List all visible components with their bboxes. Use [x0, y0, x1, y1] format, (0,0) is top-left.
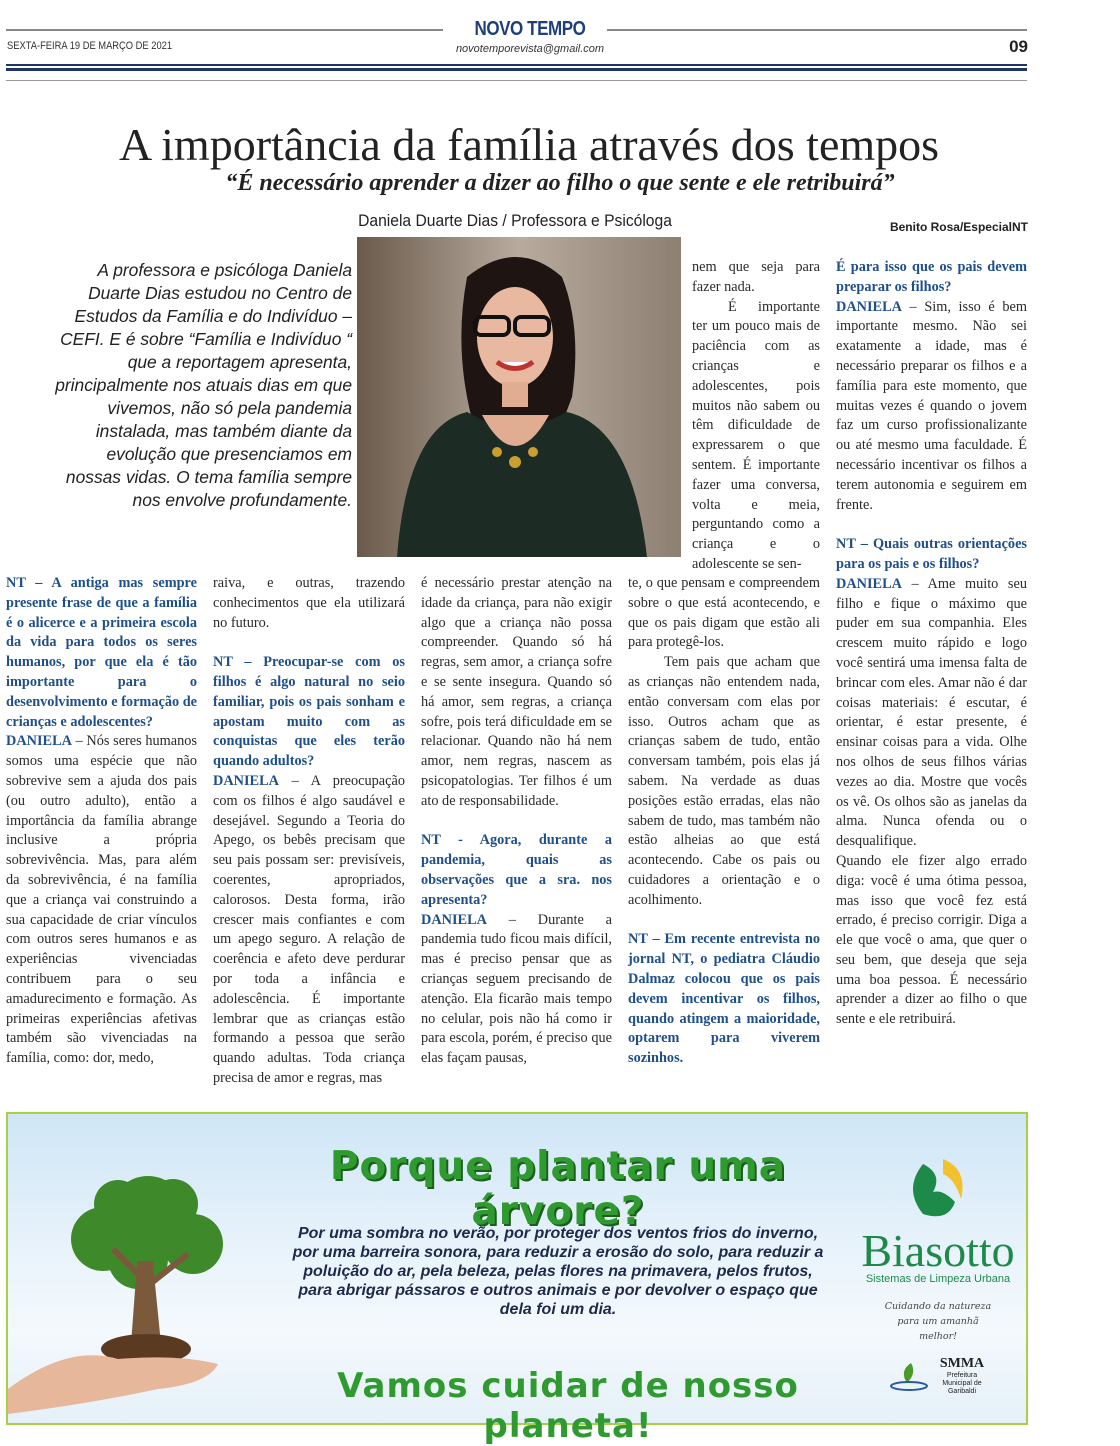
speaker-label: DANIELA	[6, 733, 72, 750]
ad-body: Por uma sombra no verão, por proteger dos ventos frios do inverno, por uma barreira sonora, para reduzir a erosão do solo, para reduzir a poluição do ar, pela beleza, pelas flores na primavera, pelos frutos, para abrigar pássaros e outros animais e por devolver o espaço que dela foi um dia.	[292, 1225, 824, 1318]
partner-subtitle: Prefeitura Municipal de Garibaldi	[942, 1372, 982, 1395]
header-rule-right	[607, 29, 1027, 31]
biasotto-leaf-icon	[903, 1154, 973, 1224]
question-5: NT – Quais outras orientações para os pais e os filhos?	[836, 536, 1027, 572]
logo-tagline: Cuidando da natureza para um amanhã melhor!	[884, 1301, 992, 1342]
article-column-4-lower	[628, 574, 820, 1069]
ad-slogan: Vamos cuidar de nosso planeta!	[337, 1366, 799, 1446]
header-rule-bottom	[6, 80, 1027, 81]
speaker-label: DANIELA	[836, 298, 902, 315]
speaker-label: DANIELA	[421, 911, 487, 928]
speaker-label: DANIELA	[836, 575, 902, 592]
answer-1-continued: raiva, e outras, trazendo conhecimentos que ela utilizará no futuro.	[213, 575, 405, 631]
answer-3-continued: nem que seja para fazer nada.	[692, 259, 820, 295]
answer-3: – Durante a pandemia tudo ficou mais difícil, mas é preciso pensar que as crianças seguem precisando de atenção. Ela ficarão mais tempo no celular, pois não há como ir para escola, porém, é preciso que elas façam pausas,	[421, 911, 612, 1067]
question-4: NT – Em recente entrevista no jornal NT, o pediatra Cláudio Dalmaz colocou que os pais devem incentivar os filhos, quando atingem a maioridade, optarem para viverem sozinhos.	[628, 931, 820, 1067]
answer-3-paragraph: É importante ter um pouco mais de paciência com as crianças e adolescentes, pois muitos não sabem ou têm dificuldade de expressarem o que sentem. É importante fazer uma conversa, volta e meia, perguntando como a criança e o adolescente se sen-	[692, 298, 820, 572]
answer-5: – Ame muito seu filho e fique o máximo que puder em sua companhia. Eles crescem muito rápido e logo você sentirá uma imensa falta de brincar com eles. Amar não é dar coisas materiais: é escutar, é orientar, é estar presente, é ensinar coisas para a vida. Olhe nos olhos de seus filhos várias vezes ao dia. Mostre que vocês os vê. Os olhos são as janelas da alma. Nunca ofenda ou o desqualifique.	[836, 575, 1027, 850]
advertisement	[6, 1112, 1028, 1446]
article-column-1	[6, 574, 197, 1069]
article-intro: A professora e psicóloga Daniela Duarte Dias estudou no Centro de Estudos da Família e do Indivíduo – CEFI. E é sobre “Família e Indivíduo “ que a reportagem apresenta, principalmente nos atuais dias em que vivemos, não só pela pandemia instalada, mas também diante da evolução que presenciamos em nossas vidas. O tema família sempre nos envolve profundamente.	[55, 260, 352, 510]
header-double-rule	[6, 64, 1027, 66]
partner-leaf-icon	[889, 1361, 929, 1391]
ad-title: Porque plantar uma árvore?	[329, 1144, 787, 1234]
article-column-3	[421, 574, 612, 1069]
question-1: NT – A antiga mas sempre presente frase de que a família é o alicerce e a primeira escola da vida para todos os seres humanos, por que ela é tão importante para o desenvolvimento e formação de crianças e adolescentes?	[6, 575, 197, 730]
article-column-2	[213, 574, 405, 1089]
article-byline: Daniela Duarte Dias / Professora e Psicóloga	[358, 211, 672, 230]
article-subtitle: “É necessário aprender a dizer ao filho o que sente e ele retribuirá”	[225, 170, 895, 196]
article-column-5	[836, 258, 1027, 1030]
partner-name: SMMA	[939, 1356, 985, 1371]
tree-in-hand-illustration	[8, 1144, 268, 1424]
question-2: NT – Preocupar-se com os filhos é algo natural no seio familiar, pois os pais sonham e apostam muito com as conquistas que eles terão quando adultos?	[213, 654, 405, 770]
answer-2-continued: é necessário prestar atenção na idade da criança, para não exigir algo que a criança não possa compreender. Quando só há regras, sem amor, a criança sofre e se sente insegura. Quando só há amor, sem regras, a criança sofre, pois terá dificuldade em se relacionar. Quando não há nem amor, nem regras, nascem as psicopatologias. Ter filhos é um ato de responsabilidade.	[421, 575, 612, 809]
speaker-label: DANIELA	[213, 772, 279, 789]
answer-3-continued-2: te, o que pensam e compreendem sobre o que está acontecendo, e que os pais digam que estão ali para protegê-los.	[628, 575, 820, 651]
answer-5-paragraph: Quando ele fizer algo errado diga: você é uma ótima pessoa, mas isso que você fez está errado, é preciso corrigir. Diga a ele que você o ama, que quer o seu bem, que deseja que seja uma boa pessoa. É necessário aprender a dizer ao filho o que sente e ele retribuirá.	[836, 852, 1027, 1028]
interviewee-photo	[357, 237, 681, 557]
logo-subtitle: Sistemas de Limpeza Urbana	[865, 1273, 1011, 1285]
question-4-continued: É para isso que os pais devem preparar os filhos?	[836, 259, 1027, 295]
photo-credit: Benito Rosa/EspecialNT	[889, 220, 1028, 234]
answer-1: – Nós seres humanos somos uma espécie que não sobrevive sem a ajuda dos pais (ou outro adulto), então a importância da família abrange inclusive a própria sobrevivência. Mas, para além da sobrevivência, é na família que a criança vai construindo a sua capacidade de criar vínculos com outros seres humanos e as experiências vivenciadas contribuem para o seu amadurecimento e formação. As primeiras experiências afetivas também são vivenciadas na família, como: dor, medo,	[6, 733, 197, 1067]
article-title: A importância da família através dos tempos	[118, 119, 940, 170]
header-rule-left	[6, 29, 443, 31]
answer-4: – Sim, isso é bem importante mesmo. Não sei exatamente a idade, mas é necessário preparar os filhos e a família para este momento, que muitas vezes é quando o jovem faz um curso profissionalizante ou até mesmo uma faculdade. É necessário incentivar os filhos a terem autonomia e seguirem em frente.	[836, 298, 1027, 513]
answer-3-paragraph-2: Tem pais que acham que as crianças não entendem nada, então conversam com elas por isso. Outros acham que as crianças sabem de tudo, então conversam também, pois elas já sabem. Na verdade as duas posições estão erradas, elas não sabem de tudo, mas também não estão alheias ao que está acontecendo. Cabe os pais ou cuidadores a orientação e o acolhimento.	[628, 654, 820, 908]
logo-name: Biasotto	[861, 1225, 1015, 1276]
header-email: novotemporevista@gmail.com	[455, 43, 605, 55]
page-number: 09	[1009, 37, 1028, 56]
header-date: SEXTA-FEIRA 19 DE MARÇO DE 2021	[7, 40, 173, 52]
answer-2: – A preocupação com os filhos é algo saudável e desejável. Segundo a Teoria do Apego, os bebês precisam que seu pais possam ser: previsíveis, coerentes, apropriados, calorosos. Desta forma, irão crescer mais confiantes e com um apego seguro. A relação de coerência e afeto deve perdurar por toda a infância e adolescência. É importante lembrar que as crianças estão formando a pessoa que serão quando adultas. Toda criança precisa de amor e regras, mas	[213, 772, 405, 1086]
biasotto-logo	[848, 1154, 1028, 1396]
question-3: NT - Agora, durante a pandemia, quais as observações que a sra. nos apresenta?	[421, 832, 612, 908]
article-column-4-upper	[692, 258, 820, 575]
header-double-rule-2	[6, 68, 1027, 71]
brand-name: NOVO TEMPO	[474, 18, 586, 40]
